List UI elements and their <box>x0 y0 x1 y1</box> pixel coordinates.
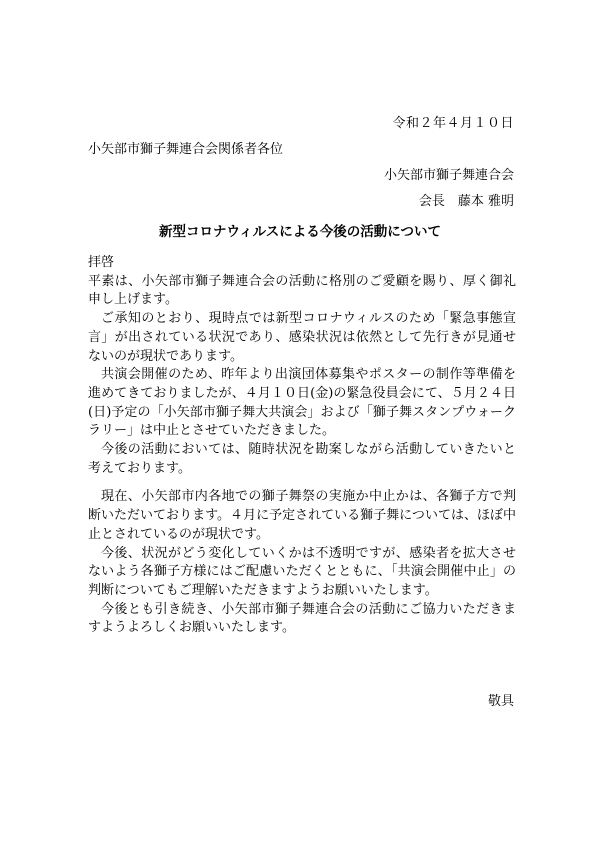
paragraph-request: 今後、状況がどう変化していくかは不透明ですが、感染者を拡大させないよう各獅子方様にはご配慮いただくとともに、「共演会開催中止」の判断についてもご理解いただきますようお願いいたします。 <box>88 545 516 598</box>
paragraph-emergency: ご承知のとおり、現時点では新型コロナウィルスのため「緊急事態宣言」が出されている状況であり、感染状況は依然として先行きが見通せないのが現状であります。 <box>88 311 516 364</box>
letter-title: 新型コロナウィルスによる今後の活動について <box>158 224 441 240</box>
paragraph-continued-support: 今後とも引き続き、小矢部市獅子舞連合会の活動にご協力いただきますようよろしくお願いいたします。 <box>88 601 516 636</box>
paragraph-cancellation: 共演会開催のため、昨年より出演団体募集やポスターの制作等準備を進めてきておりましたが、４月１０日(金)の緊急役員会にて、５月２４日(日)予定の「小矢部市獅子舞大共演会」および「獅子舞スタンプウォークラリー」は中止とさせていただきました。 <box>88 367 516 439</box>
letter-body <box>88 254 516 638</box>
addressee: 小矢部市獅子舞連合会関係者各位 <box>88 142 284 157</box>
sender-organization: 小矢部市獅子舞連合会 <box>383 168 514 183</box>
paragraph-future-activities: 今後の活動においては、随時状況を勘案しながら活動していきたいと考えております。 <box>88 442 516 476</box>
paragraph-local-festivals: 現在、小矢部市内各地での獅子舞祭の実施か中止かは、各獅子方で判断いただいております。４月に予定されている獅子舞については、ほぼ中止とされているのが現状です。 <box>88 489 516 542</box>
salutation: 拝啓 <box>88 255 115 270</box>
letter-date: 令和２年４月１０日 <box>392 116 514 131</box>
sender-name: 会長 藤本 雅明 <box>418 194 514 209</box>
closing: 敬具 <box>487 694 514 709</box>
paragraph-greeting: 平素は、小矢部市獅子舞連合会の活動に格別のご愛顧を賜り、厚く御礼申し上げます。 <box>88 273 516 308</box>
